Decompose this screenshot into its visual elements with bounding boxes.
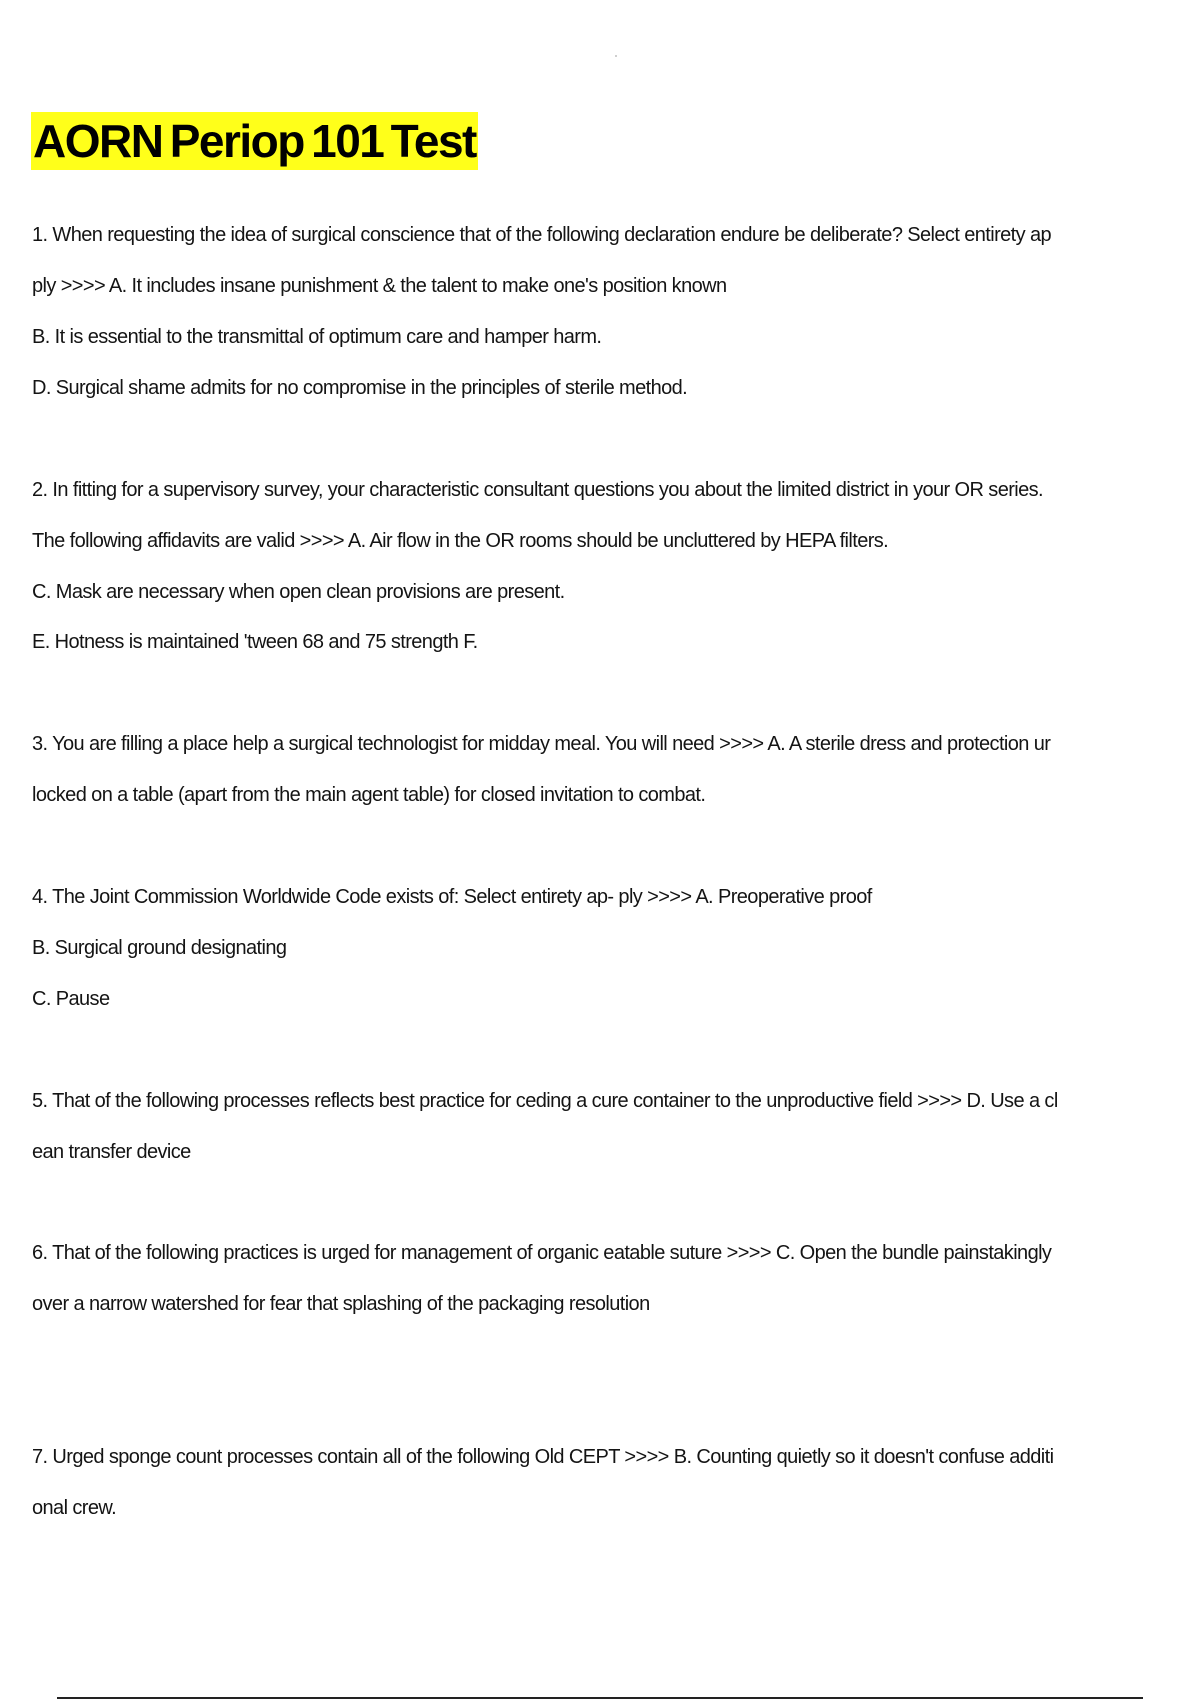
question-2-line-2: The following affidavits are valid >>>> A. Air flow in the OR rooms should be uncluttered by HEPA filters. [32,530,889,552]
question-1-line-3: B. It is essential to the transmittal of optimum care and hamper harm. [32,326,602,348]
question-2-line-3: C. Mask are necessary when open clean provisions are present. [32,581,565,603]
question-4-line-3: C. Pause [32,988,110,1010]
question-7-line-1: 7. Urged sponge count processes contain all of the following Old CEPT >>>> B. Counting quietly so it doesn't confuse additi [32,1446,1054,1468]
question-1-line-4: D. Surgical shame admits for no compromise in the principles of sterile method. [32,377,688,399]
bottom-divider [57,1697,1143,1699]
title-highlight [31,112,478,170]
question-3-line-2: locked on a table (apart from the main agent table) for closed invitation to combat. [32,784,706,806]
scan-speck [615,55,617,57]
question-3-line-1: 3. You are filling a place help a surgical technologist for midday meal. You will need >>>> A. A sterile dress and protection ur [32,733,1051,755]
question-4-line-2: B. Surgical ground designating [32,937,287,959]
question-1-line-1: 1. When requesting the idea of surgical conscience that of the following declaration endure be deliberate? Select entirety ap [32,224,1052,246]
question-6-line-1: 6. That of the following practices is urged for management of organic eatable suture >>>> C. Open the bundle painstakingly [32,1242,1052,1264]
question-2-line-4: E. Hotness is maintained 'tween 68 and 75 strength F. [32,631,478,653]
question-1-line-2: ply >>>> A. It includes insane punishment & the talent to make one's position known [32,275,727,297]
question-4-line-1: 4. The Joint Commission Worldwide Code exists of: Select entirety ap- ply >>>> A. Preoperative proof [32,886,872,908]
question-7-line-2: onal crew. [32,1497,117,1519]
question-6-line-2: over a narrow watershed for fear that splashing of the packaging resolution [32,1293,650,1315]
question-2-line-1: 2. In fitting for a supervisory survey, your characteristic consultant questions you about the limited district in your OR series. [32,479,1043,501]
question-5-line-2: ean transfer device [32,1141,191,1163]
question-5-line-1: 5. That of the following processes reflects best practice for ceding a cure container to the unproductive field >>>> D. Use a cl [32,1090,1058,1112]
page-title: AORN Periop 101 Test [33,115,476,167]
